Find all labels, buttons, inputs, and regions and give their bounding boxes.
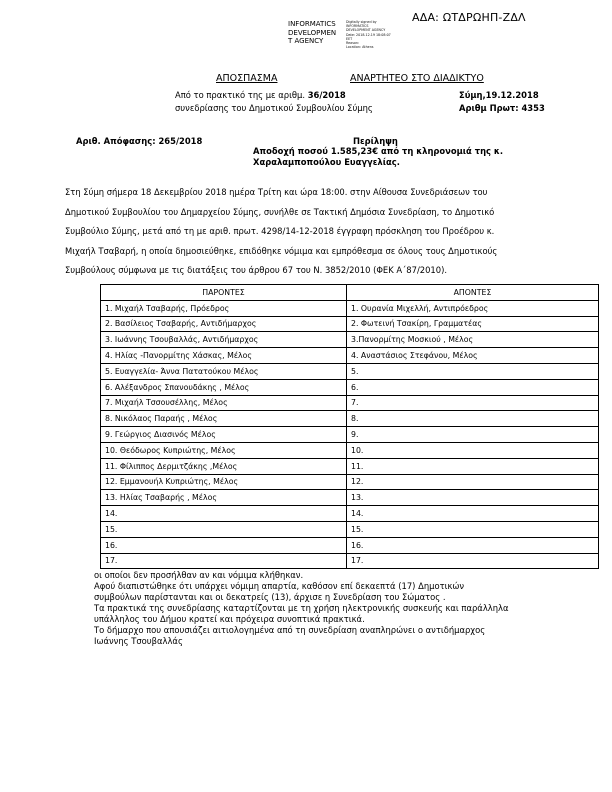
absent-cell: 5. xyxy=(347,363,599,379)
summary-line-1: Αποδοχή ποσού 1.585,23€ από τη κληρονομιά της κ. xyxy=(253,146,504,156)
place-date: Σύμη,19.12.2018 xyxy=(459,90,539,100)
present-cell: 8. Νικόλαος Παραής , Μέλος xyxy=(101,411,347,427)
present-cell: 2. Βασίλειος Τσαβαρής, Αντιδήμαρχος xyxy=(101,316,347,332)
fine-line: DEVELOPMENT AGENCY xyxy=(346,28,386,33)
closing-line: Τα πρακτικά της συνεδρίασης καταρτίζονται με τη χρήση ηλεκτρονικής συσκευής και παράλληλα xyxy=(94,603,509,613)
present-cell: 12. Εμμανουήλ Κυπριώτης, Μέλος xyxy=(101,474,347,490)
table-row xyxy=(101,537,599,553)
logo-line: DEVELOPMEN xyxy=(288,28,337,37)
present-cell: 16. xyxy=(101,537,347,553)
closing-line: οι οποίοι δεν προσήλθαν αν και νόμιμα κλήθηκαν. xyxy=(94,570,304,580)
absent-cell: 14. xyxy=(347,506,599,522)
body-line: Συμβούλους σύμφωνα με τις διατάξεις του άρθρου 67 του Ν. 3852/2010 (ΦΕΚ Α΄87/2010). xyxy=(65,265,448,275)
absent-cell: 4. Αναστάσιος Στεφάνου, Μέλος xyxy=(347,348,599,364)
absent-cell: 6. xyxy=(347,379,599,395)
minutes-prefix: Από το πρακτικό της με αριθμ. xyxy=(175,90,306,100)
table-row xyxy=(101,458,599,474)
absent-cell: 8. xyxy=(347,411,599,427)
fine-line: Date: 2018.12.19 18:08:07 xyxy=(346,32,391,37)
absent-cell: 17. xyxy=(347,553,599,569)
protocol-number xyxy=(459,103,545,113)
summary-line-2: Χαραλαμποπούλου Ευαγγελίας. xyxy=(253,157,400,167)
closing-line: Αφού διαπιστώθηκε ότι υπάρχει νόμιμη απαρτία, καθόσον επί δεκαεπτά (17) Δημοτικών xyxy=(94,581,465,591)
table-row xyxy=(101,521,599,537)
fine-line: INFORMATICS xyxy=(346,24,369,29)
ada-code: ΑΔΑ: ΩΤΔΡΩΗΠ-ΖΔΛ xyxy=(412,11,526,24)
minutes-line-2: συνεδρίασης του Δημοτικού Συμβουλίου Σύμης xyxy=(175,103,373,113)
signature-fine-print xyxy=(346,20,391,49)
table-row xyxy=(101,300,599,316)
absent-cell: 2. Φωτεινή Τσακίρη, Γραμματέας xyxy=(347,316,599,332)
protocol-label: Αριθμ Πρωτ: xyxy=(459,103,519,113)
present-cell: 15. xyxy=(101,521,347,537)
body-line: Μιχαήλ Τσαβαρή, η οποία δημοσιεύθηκε, επιδόθηκε νόμιμα και εμπρόθεσμα σε όλους τους Δημοτικούς xyxy=(65,245,498,256)
fine-line: Digitally signed by xyxy=(346,20,377,24)
present-cell: 7. Μιχαήλ Τσσουσέλλης, Μέλος xyxy=(101,395,347,411)
present-cell: 17. xyxy=(101,553,347,569)
absent-cell: 16. xyxy=(347,537,599,553)
present-cell: 5. Ευαγγελία- Άννα Πατατούκου Μέλος xyxy=(101,363,347,379)
attendance-table xyxy=(100,284,599,569)
extract-title: ΑΠΟΣΠΑΣΜΑ xyxy=(216,73,278,84)
fine-line: EET xyxy=(346,36,353,41)
table-row xyxy=(101,363,599,379)
closing-line: Το δήμαρχο που απουσιάζει αιτιολογημένα από τη συνεδρίαση αναπληρώνει ο αντιδήμαρχος xyxy=(94,625,486,635)
closing-paragraph xyxy=(94,570,612,647)
present-cell: 3. Ιωάννης Τσουβαλλάς, Αντιδήμαρχος xyxy=(101,332,347,348)
absent-cell: 1. Ουρανία Μιχελλή, Αντιπρόεδρος xyxy=(347,300,599,316)
absent-cell: 10. xyxy=(347,442,599,458)
fine-line: Location: Athens xyxy=(346,45,374,50)
present-cell: 11. Φίλιππος Δερμιτζάκης ,Μέλος xyxy=(101,458,347,474)
absent-cell: 7. xyxy=(347,395,599,411)
body-line: Δημοτικού Συμβουλίου του Δημαρχείου Σύμης, συνήλθε σε Τακτική Δημόσια Συνεδρίαση, το Δημοτικό xyxy=(65,206,495,217)
table-row xyxy=(101,395,599,411)
absent-cell: 13. xyxy=(347,490,599,506)
logo-line: T AGENCY xyxy=(288,37,324,45)
table-row xyxy=(101,332,599,348)
present-cell: 6. Αλέξανδρος Σπανουδάκης , Μέλος xyxy=(101,379,347,395)
body-paragraph xyxy=(65,183,612,281)
signature-logo xyxy=(288,20,336,46)
present-cell: 9. Γεώργιος Διασινός Μέλος xyxy=(101,427,347,443)
table-row xyxy=(101,506,599,522)
absent-cell: 15. xyxy=(347,521,599,537)
closing-line: υπάλληλος του Δήμου κρατεί και πρόχειρα συνοπτικά πρακτικά. xyxy=(94,614,365,624)
absent-header: ΑΠΟΝΤΕΣ xyxy=(347,285,599,301)
table-row xyxy=(101,474,599,490)
body-line: Συμβούλιο Σύμης, μετά από τη με αριθ. πρωτ. 4298/14-12-2018 έγγραφη πρόσκληση του Προέδρου κ. xyxy=(65,226,495,236)
table-row xyxy=(101,553,599,569)
present-cell: 4. Ηλίας -Πανορμίτης Χάσκας, Μέλος xyxy=(101,348,347,364)
table-row xyxy=(101,490,599,506)
table-row xyxy=(101,348,599,364)
minutes-number: 36/2018 xyxy=(307,90,346,100)
present-cell: 14. xyxy=(101,506,347,522)
logo-line: INFORMATICS xyxy=(288,20,336,28)
summary-label: Περίληψη xyxy=(353,136,398,146)
present-cell: 10. Θεόδωρος Κυπριώτης, Μέλος xyxy=(101,442,347,458)
table-row xyxy=(101,427,599,443)
absent-cell: 3.Πανορμίτης Μοσκιού , Μέλος xyxy=(347,332,599,348)
absent-cell: 12. xyxy=(347,474,599,490)
closing-line: συμβούλων παρίστανται και οι δεκατρείς (13), άρχισε η Συνεδρίαση του Σώματος . xyxy=(94,592,446,602)
absent-cell: 11. xyxy=(347,458,599,474)
absent-cell: 9. xyxy=(347,427,599,443)
table-header-row xyxy=(101,285,599,301)
table-row xyxy=(101,379,599,395)
publish-title: ΑΝΑΡΤΗΤΕΟ ΣΤΟ ΔΙΑΔΙΚΤΥΟ xyxy=(350,73,484,84)
decision-number: Αριθ. Απόφασης: 265/2018 xyxy=(76,136,203,146)
body-line: Στη Σύμη σήμερα 18 Δεκεμβρίου 2018 ημέρα Τρίτη και ώρα 18:00. στην Αίθουσα Συνεδριάσεων του xyxy=(65,187,488,197)
present-cell: 13. Ηλίας Τσαβαρής , Μέλος xyxy=(101,490,347,506)
protocol-value: 4353 xyxy=(521,103,545,113)
closing-line: Ιωάννης Τσουβαλλάς xyxy=(94,636,183,646)
table-row xyxy=(101,442,599,458)
present-header: ΠΑΡΟΝΤΕΣ xyxy=(101,285,347,301)
table-row xyxy=(101,411,599,427)
present-cell: 1. Μιχαήλ Τσαβαρής, Πρόεδρος xyxy=(101,300,347,316)
minutes-line-1 xyxy=(175,90,346,100)
table-row xyxy=(101,316,599,332)
fine-line: Reason: xyxy=(346,40,360,45)
